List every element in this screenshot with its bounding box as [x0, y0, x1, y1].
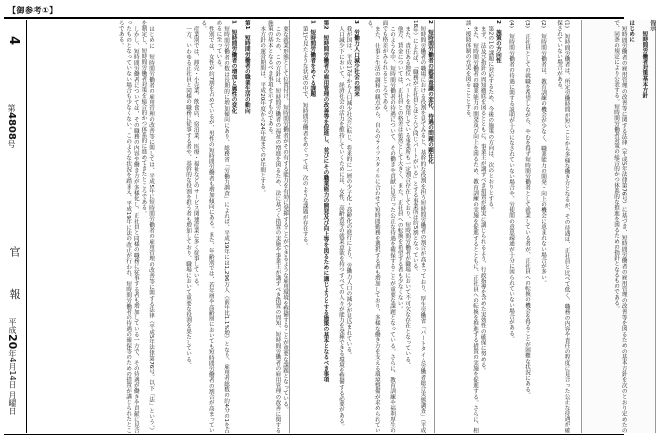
- section-heading: 2 施策の方向性: [494, 20, 501, 64]
- paragraph: 第1で見たような状況の中で、短時間労働者をめぐっては、次のような課題が存在する。: [301, 25, 308, 248]
- issue-prefix: 第: [7, 104, 16, 112]
- announcement-box: [581, 20, 656, 433]
- announcement-body: 短時間労働者の雇用管理の改善等に関する法律（平成5年法律第76号）に基づき、短時間労働者の雇用管理の改善等を図るための基本方針を次のとおり定めたので、同条の規定により公表する。短時間労働者対策の総合的かつ体系的な推進を図るための指針となるものである。: [613, 20, 627, 433]
- article-body: [30, 20, 655, 433]
- intro-heading: はじめに: [628, 20, 635, 43]
- paragraph: 短時間労働者の職場における役割を見てみると、基幹的な役割を担う短時間労働者の割合が高まっており、厚生労働省「パートタイム労働者総合実態調査」（平成18年）によれば、「職務が正社員とほとんど同じパートがいる」とする事業所は約5割となっている。: [411, 20, 426, 433]
- bottom-rule: [4, 434, 624, 435]
- column-1: [30, 20, 154, 433]
- paragraph: はじめに 短時間労働者の雇用管理の改善等に関しては、平成5年に短時間労働者の雇用管理の改善等に関する法律（平成5年法律第76号。以下「法」という。）を制定し、短時間労働者対策を総合的かつ体系的に進めてきたところである。: [140, 20, 154, 433]
- paragraph: しかし、短時間労働者については、その職務の内容や働き方が多様化し、正社員と同様の職務に従事する者も増加している一方で、その待遇が働きや貢献に見合ったものとなっていない場合も少なくない。このような状況を踏まえ、平成19年に法の改正が行われ、短時間労働者の待遇の確保等のための措置が講じられたところである。: [117, 20, 139, 433]
- chapter-heading: 第1 短時間労働者の職業生活の動向: [243, 20, 250, 114]
- reference-label: 【御参考①】: [8, 6, 58, 15]
- paragraph: また、責任ある地位へパートを登用している事業所も一定割合存在しており、短時間労働者が職場において不可欠な存在となっている。: [404, 25, 411, 368]
- list-item: (3) 正社員としての就職を希望しながら、やむを得ず短時間労働者として就業している者が、正社員への転換の機会を得ることが困難な状況にある。: [524, 20, 531, 398]
- paragraph: 性別では、女性が約7割を占めているが、男性の短時間労働者も増加傾向にある。また、年齢別では、若年層や高齢層においても短時間労働者の割合が高まっている。: [200, 20, 214, 433]
- announcement-category: 告示: [649, 20, 655, 32]
- column-2: [156, 20, 290, 433]
- paragraph: 短時間労働者の数は長期的に増加傾向にあり、総務省「労働力調査」によれば、平成19年には1,296万人（前年比1.1%増）となり、雇用者総数の約4分の1を占めるに至っている。: [215, 20, 230, 433]
- issue-number: [6, 104, 17, 148]
- paragraph: まず、法及び指針の周知徹底を図るとともに、事業主が講ずべき措置が確実に講じられるよう、行政指導を含めた実効性の確保に努める。: [479, 25, 486, 373]
- paragraph: 一方、いわゆる正社員と同様の職務に従事する者や、基幹的な役割を担う者も増加しており、職場において重要な役割を果たしている。: [185, 25, 192, 368]
- date-year: 20: [6, 334, 19, 350]
- section-heading: 2 短時間労働者の就業意識の変化、待遇の問題の顕在化: [427, 20, 433, 164]
- issue-list: [506, 20, 578, 433]
- paragraph: このような中、短時間労働者の待遇について、その働きや貢献に見合った公正な待遇を確保することが重要な課題となっている。さらに、教育訓練や福利厚生の面でも格差がみられるところである。: [381, 20, 396, 433]
- date-rest: 年4月14日 月曜日: [8, 349, 17, 416]
- section-heading: 3 労働力人口減少社会の到来: [353, 20, 360, 97]
- paragraph: 産業別では、卸売・小売業、飲食店、宿泊業、医療・福祉などのサービス関連産業に多く従事している。: [192, 25, 199, 289]
- list-item: (1) 短時間労働者は、所定労働時間が短いことから多様な働き方となるが、その待遇は、正社員と比べて低く、職務の内容や責任の程度に見合った公正な待遇が確保されていない場合がある。: [556, 20, 570, 433]
- chapter-heading: 第2 短時間労働者の雇用管理の改善等を促進し、並びにその職業能力の開発及び向上等を図るために講じようとする施策の基本となるべき事項: [322, 20, 329, 383]
- column-4: [436, 20, 578, 433]
- issue-digits: 4808: [6, 112, 17, 140]
- date-era: 平成: [8, 318, 17, 334]
- paragraph: また、短時間労働者の職業能力の開発及び向上を図るため、教育訓練の実施を促進するとともに、正社員への転換を推進する措置の実施を促進する。さらに、相談・援助体制の充実を図ることとする。: [464, 20, 479, 433]
- issue-suffix: 号: [7, 139, 16, 148]
- paragraph: 我が国は、平成17年から人口減少社会に転じ、将来的に一層の少子化・高齢化の進行により、労働力人口の減少が見込まれている。: [345, 25, 352, 358]
- page-number: 4: [6, 36, 21, 46]
- list-item: (2) 短時間労働者は、教育訓練の機会が少なく、職業能力の開発・向上の機会に恵まれない場合が多い。: [540, 20, 547, 286]
- paragraph: 第2の1の課題に対応するため、今後の施策の方向は、次のとおりとする。: [487, 25, 494, 212]
- top-rule: [4, 17, 624, 19]
- paragraph: また、仕事と生活の調和の観点から、自らのライフスタイルに合わせて短時間勤務を選択する者も増加しており、多様な働き方を支える環境整備が求められている。: [366, 20, 380, 433]
- paragraph: 他方、賃金については、正社員との格差は依然として大きく、また、正社員への転換を希望する者も少なくない。: [396, 25, 403, 312]
- publication-date: [6, 318, 19, 415]
- list-item: (4) 短時間労働者の待遇に関する説明が十分になされていない場合や、労使間の意思疎通が十分に図られていない場合がある。: [508, 20, 515, 342]
- paragraph: 本方針の運営期間は、平成20年度から24年度までの5年間とする。: [259, 25, 266, 195]
- section-heading: 1 短時間労働者をめぐる課題: [309, 20, 316, 97]
- paragraph: このため、この方針は、短時間労働者の福祉の増進を図るため、法に基づく措置の実施や事業主が講ずべき措置の周知、短時間労働者の雇用管理の改善に関する施策の基本となるべき事項を示すものである。: [266, 20, 281, 433]
- newspaper-name: 官 報: [8, 246, 21, 314]
- paragraph: 要な就業形態として位置付け、短時間労働者がその有する能力を有効に発揮することができるような雇用環境を整備することが重要な課題となっている。: [282, 25, 288, 412]
- section-heading: 1 短時間労働者の増加と属性の変化: [230, 20, 237, 114]
- guideline-title: 短時間労働者対策基本方針: [641, 31, 648, 99]
- column-3: [291, 20, 435, 433]
- masthead: [4, 20, 27, 433]
- paragraph: 人口減少下において、経済社会の活力を維持していくためには、女性、高齢者等の就業意欲を持つすべての人々が能力を発揮できる環境を整備する必要がある。: [337, 25, 344, 429]
